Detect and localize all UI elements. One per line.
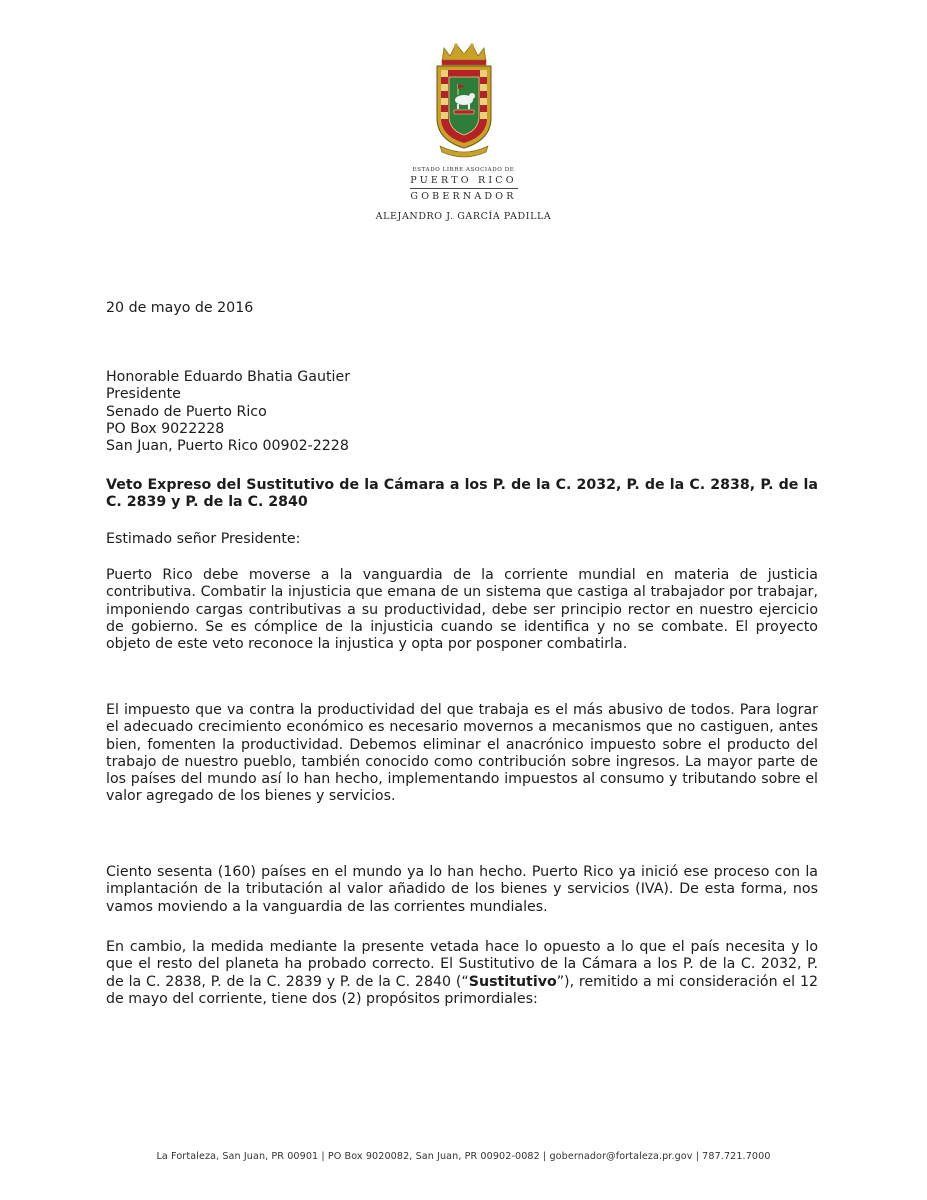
recipient-address xyxy=(106,369,818,455)
letterhead-estado: ESTADO LIBRE ASOCIADO DE xyxy=(412,167,515,173)
letterhead-divider xyxy=(410,188,518,189)
letter-subject: Veto Expreso del Sustitutivo de la Cámara a los P. de la C. 2032, P. de la C. 2838, P. de la C. 2839 y P. de la C. 2840 xyxy=(106,477,818,511)
letterhead-office: GOBERNADOR xyxy=(410,191,517,202)
paragraph-4 xyxy=(106,939,818,1008)
letter-date: 20 de mayo de 2016 xyxy=(106,300,254,316)
paragraph-4-end: ”), remitido a mi consideración el 12 de mayo del corriente, tiene dos (2) propósitos primordiales: xyxy=(106,973,818,1007)
recipient-city: San Juan, Puerto Rico 00902-2228 xyxy=(106,438,349,455)
recipient-name: Honorable Eduardo Bhatia Gautier xyxy=(106,369,351,385)
letterhead-governor-name: ALEJANDRO J. GARCÍA PADILLA xyxy=(375,210,552,222)
recipient-organization: Senado de Puerto Rico xyxy=(106,403,267,420)
letterhead xyxy=(0,40,927,221)
paragraph-4-start: En cambio, la medida mediante la presente vetada hace lo opuesto a lo que el país necesita y lo que el resto del planeta ha probado correcto. El Sustitutivo de la Cámara a los P. de la C. 2032, P. de la C. 2838, P. de la C. 2839 y P. de la C. 2840 (“ xyxy=(106,939,818,990)
paragraph-1: Puerto Rico debe moverse a la vanguardia de la corriente mundial en materia de justicia contributiva. Combatir la injusticia que emana de un sistema que castiga al trabajador por trabajar, imponiendo cargas contributivas a su productividad, debe ser principio rector en nuestro ejercicio de gobierno. Se es cómplice de la injusticia cuando se identifica y no se combate. El proyecto objeto de este veto reconoce la injustica y opta por posponer combatirla. xyxy=(106,567,818,653)
recipient-po-box: PO Box 9022228 xyxy=(106,420,225,437)
coat-of-arms-seal-icon xyxy=(432,40,496,160)
paragraph-2: El impuesto que va contra la productividad del que trabaja es el más abusivo de todos. Para lograr el adecuado crecimiento económico es necesario movernos a mecanismos que no castiguen, antes bien, fomenten la productividad. Debemos eliminar el anacrónico impuesto sobre el producto del trabajo de nuestro pueblo, también conocido como contribución sobre ingresos. La mayor parte de los países del mundo así lo han hecho, implementando impuestos al consumo y tributando sobre el valor agregado de los bienes y servicios. xyxy=(106,702,818,805)
paragraph-3: Ciento sesenta (160) países en el mundo ya lo han hecho. Puerto Rico ya inició ese proceso con la implantación de la tributación al valor añadido de los bienes y servicios (IVA). De esta forma, nos vamos moviendo a la vanguardia de las corrientes mundiales. xyxy=(106,864,818,915)
letter-salutation: Estimado señor Presidente: xyxy=(106,531,301,547)
letterhead-footer: La Fortaleza, San Juan, PR 00901 | PO Box 9020082, San Juan, PR 00902-0082 | gobernador@fortaleza.pr.gov | 787.721.7000 xyxy=(156,1151,771,1162)
recipient-title: Presidente xyxy=(106,386,181,403)
letterhead-country: PUERTO RICO xyxy=(410,174,517,186)
paragraph-4-defined-term: Sustitutivo xyxy=(468,973,557,990)
